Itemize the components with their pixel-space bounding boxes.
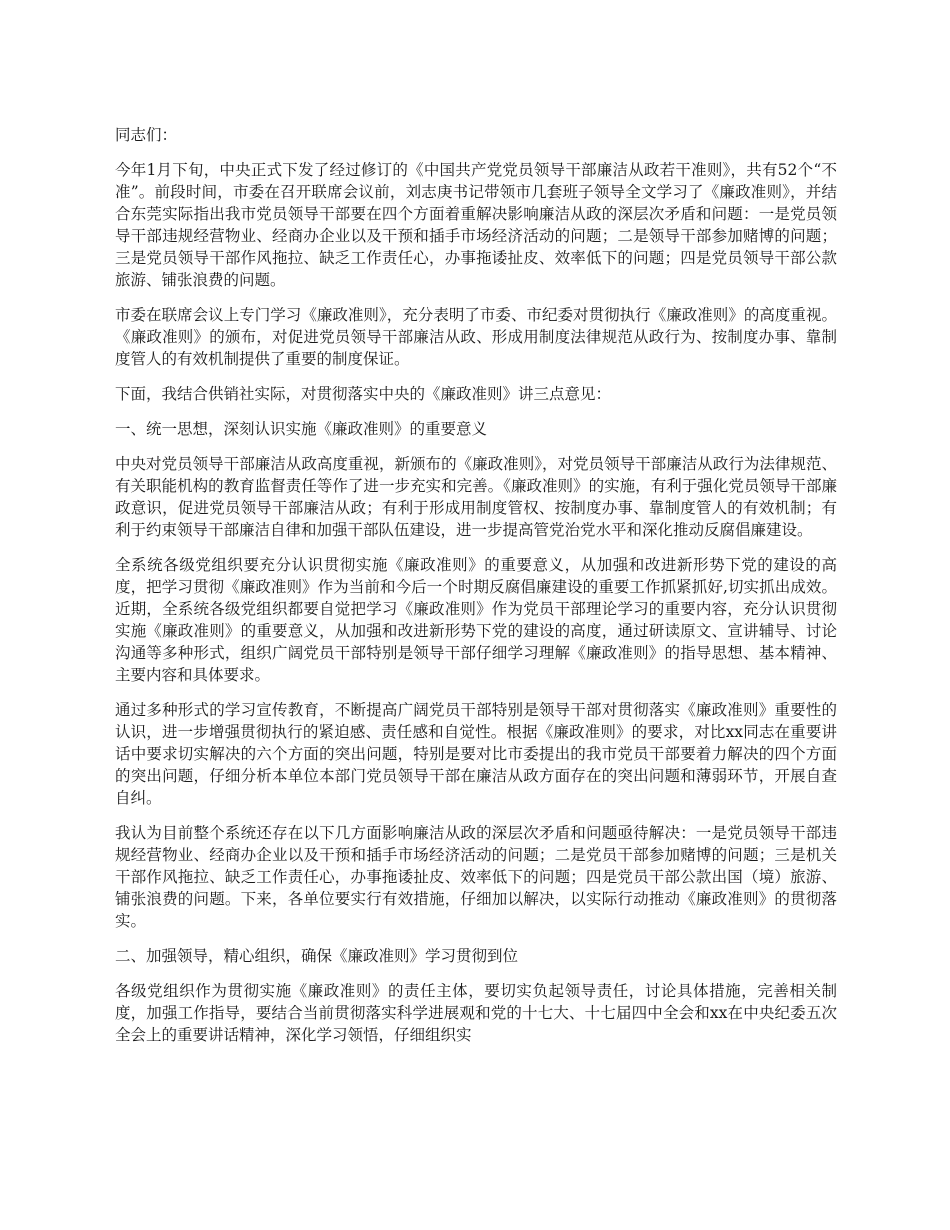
paragraph-significance: 中央对党员领导干部廉洁从政高度重视，新颁布的《廉政准则》，对党员领导干部廉洁从政行为法律规范、有关职能机构的教育监督责任等作了进一步充实和完善。《廉政准则》的实施，有利于强化党员领导干部廉政意识，促进党员领导干部廉洁从政；有利于形成用制度管权、按制度办事、靠制度管人的有效机制；有利于约束领导干部廉洁自律和加强干部队伍建设，进一步提高管党治党水平和深化推动反腐倡廉建设。 [115,455,837,539]
paragraph-education: 通过多种形式的学习宣传教育，不断提高广阔党员干部特别是领导干部对贯彻落实《廉政准则》重要性的认识，进一步增强贯彻执行的紧迫感、责任感和自觉性。根据《廉政准则》的要求，对比xx同志在重要讲话中要求切实解决的六个方面的突出问题，特别是要对比市委提出的我市党员干部要着力解决的四个方面的突出问题，仔细分析本单位本部门党员领导干部在廉洁从政方面存在的突出问题和薄弱环节，开展自查自纠。 [115,701,837,807]
paragraph-leadership: 各级党组织作为贯彻实施《廉政准则》的责任主体，要切实负起领导责任，讨论具体措施，完善相关制度，加强工作指导，要结合当前贯彻落实科学进展观和党的十七大、十七届四中全会和xx在中央纪委五次全会上的重要讲话精神，深化学习领悟，仔细组织实 [115,982,837,1044]
salutation: 同志们： [115,126,178,144]
section-heading-2: 二、加强领导，精心组织，确保《廉政准则》学习贯彻到位 [115,947,519,965]
paragraph-meeting: 市委在联席会议上专门学习《廉政准则》，充分表明了市委、市纪委对贯彻执行《廉政准则》的高度重视。《廉政准则》的颁布，对促进党员领导干部廉洁从政、形成用制度法律规范从政行为、按制度办事、靠制度管人的有效机制提供了重要的制度保证。 [115,306,837,368]
document-body [115,124,837,1059]
section-heading-1: 一、统一思想，深刻认识实施《廉政准则》的重要意义 [115,420,488,438]
paragraph-problems: 我认为目前整个系统还存在以下几方面影响廉洁从政的深层次矛盾和问题亟待解决：一是党员领导干部违规经营物业、经商办企业以及干预和插手市场经济活动的问题；二是党员干部参加赌博的问题；三是机关干部作风拖拉、缺乏工作责任心，办事拖诿扯皮、效率低下的问题；四是党员干部公款出国（境）旅游、铺张浪费的问题。下来，各单位要实行有效措施，仔细加以解决，以实际行动推动《廉政准则》的贯彻落实。 [115,824,837,930]
paragraph-party-organizations: 全系统各级党组织要充分认识贯彻实施《廉政准则》的重要意义，从加强和改进新形势下党的建设的高度，把学习贯彻《廉政准则》作为当前和今后一个时期反腐倡廉建设的重要工作抓紧抓好,切实抓出成效。近期，全系统各级党组织都要自觉把学习《廉政准则》作为党员干部理论学习的重要内容，充分认识贯彻实施《廉政准则》的重要意义，从加强和改进新形势下党的建设的高度，通过研读原文、宣讲辅导、讨论沟通等多种形式，组织广阔党员干部特别是领导干部仔细学习理解《廉政准则》的指导思想、基本精神、主要内容和具体要求。 [115,556,837,684]
paragraph-intro: 今年1月下旬，中央正式下发了经过修订的《中国共产党党员领导干部廉洁从政若干准则》，共有52个“不准”。前段时间，市委在召开联席会议前，刘志庚书记带领市几套班子领导全文学习了《廉政准则》，并结合东莞实际指出我市党员领导干部要在四个方面着重解决影响廉洁从政的深层次矛盾和问题：一是党员领导干部违规经营物业、经商办企业以及干预和插手市场经济活动的问题；二是领导干部参加赌博的问题；三是党员领导干部作风拖拉、缺乏工作责任心，办事拖诿扯皮、效率低下的问题；四是党员领导干部公款旅游、铺张浪费的问题。 [115,161,837,289]
paragraph-outline: 下面，我结合供销社实际，对贯彻落实中央的《廉政准则》讲三点意见： [115,385,612,403]
